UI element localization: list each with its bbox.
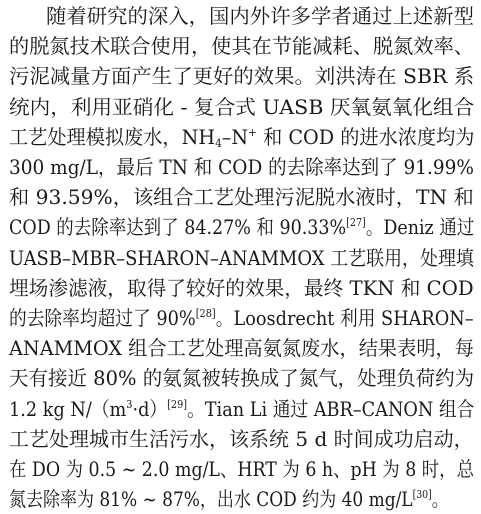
text-line	[9, 122, 474, 152]
text-segment: 。Loosdrecht 利用 SHARON–	[215, 306, 474, 330]
text-line	[9, 363, 474, 393]
text-line	[9, 182, 474, 212]
text-segment: 污泥减量方面产生了更好的效果。刘洪涛在 SBR 系	[9, 64, 475, 89]
text-line	[9, 92, 474, 122]
text-line	[9, 152, 474, 182]
text-segment: 1.2 kg N/（m	[9, 396, 127, 421]
text-segment: 和 COD 的进水浓度均为	[257, 124, 475, 149]
superscript-text: [27]	[346, 216, 366, 230]
text-segment: ·d）	[132, 396, 168, 421]
text-segment: 。	[431, 487, 449, 512]
text-segment: 的去除率均超过了 90%	[9, 306, 196, 330]
text-line	[9, 212, 474, 242]
superscript-text: [30]	[412, 488, 432, 502]
text-segment: 300 mg/L，最后 TN 和 COD 的去除率达到了 91.99%	[9, 155, 474, 179]
superscript-text: +	[248, 125, 258, 139]
subscript-text: 4	[215, 136, 222, 150]
text-line	[9, 31, 474, 61]
text-segment: 埋场渗滤液，取得了较好的效果，最终 TKN 和 COD	[9, 275, 474, 300]
text-segment: COD 的去除率达到了 84.27% 和 90.33%	[9, 215, 347, 240]
text-segment: 在 DO 为 0.5 ~ 2.0 mg/L、HRT 为 6 h、pH 为 8 时，总	[9, 457, 474, 481]
text-segment: 和 93.59%，该组合工艺处理污泥脱水液时，TN 和	[9, 185, 474, 210]
text-segment: 工艺处理模拟废水，NH	[9, 124, 216, 149]
text-line	[9, 484, 449, 514]
text-segment: 。Deniz 通过	[365, 215, 475, 240]
superscript-text: [28]	[195, 307, 216, 320]
text-line	[9, 454, 474, 484]
text-segment: 氮去除率为 81% ~ 87%，出水 COD 约为 40 mg/L	[9, 487, 413, 512]
text-segment: 的脱氮技术联合使用，使其在节能减耗、脱氮效率、	[9, 34, 475, 59]
text-line	[9, 333, 474, 363]
text-segment: –N	[221, 124, 249, 149]
text-line	[9, 61, 474, 91]
text-segment: ANAMMOX 组合工艺处理高氨氮废水，结果表明，每	[9, 336, 474, 361]
superscript-text: [29]	[167, 397, 188, 411]
text-segment: 。Tian Li 通过 ABR–CANON 组合	[187, 396, 475, 421]
text-segment: UASB–MBR–SHARON–ANAMMOX 工艺联用，处理填	[9, 245, 474, 270]
text-segment: 天有接近 80% 的氨氮被转换成了氮气，处理负荷约为	[9, 366, 475, 391]
superscript-text: 3	[126, 397, 133, 411]
text-line	[9, 303, 474, 333]
text-line	[9, 394, 474, 424]
text-segment: 随着研究的深入，国内外许多学者通过上述新型	[46, 4, 474, 28]
text-line	[9, 424, 474, 454]
text-line	[9, 273, 474, 303]
text-segment: 统内，利用亚硝化 - 复合式 UASB 厌氧氨氧化组合	[9, 94, 475, 119]
text-line	[9, 243, 474, 273]
text-line	[46, 1, 474, 31]
text-segment: 工艺处理城市生活污水，该系统 5 d 时间成功启动，	[9, 426, 474, 451]
